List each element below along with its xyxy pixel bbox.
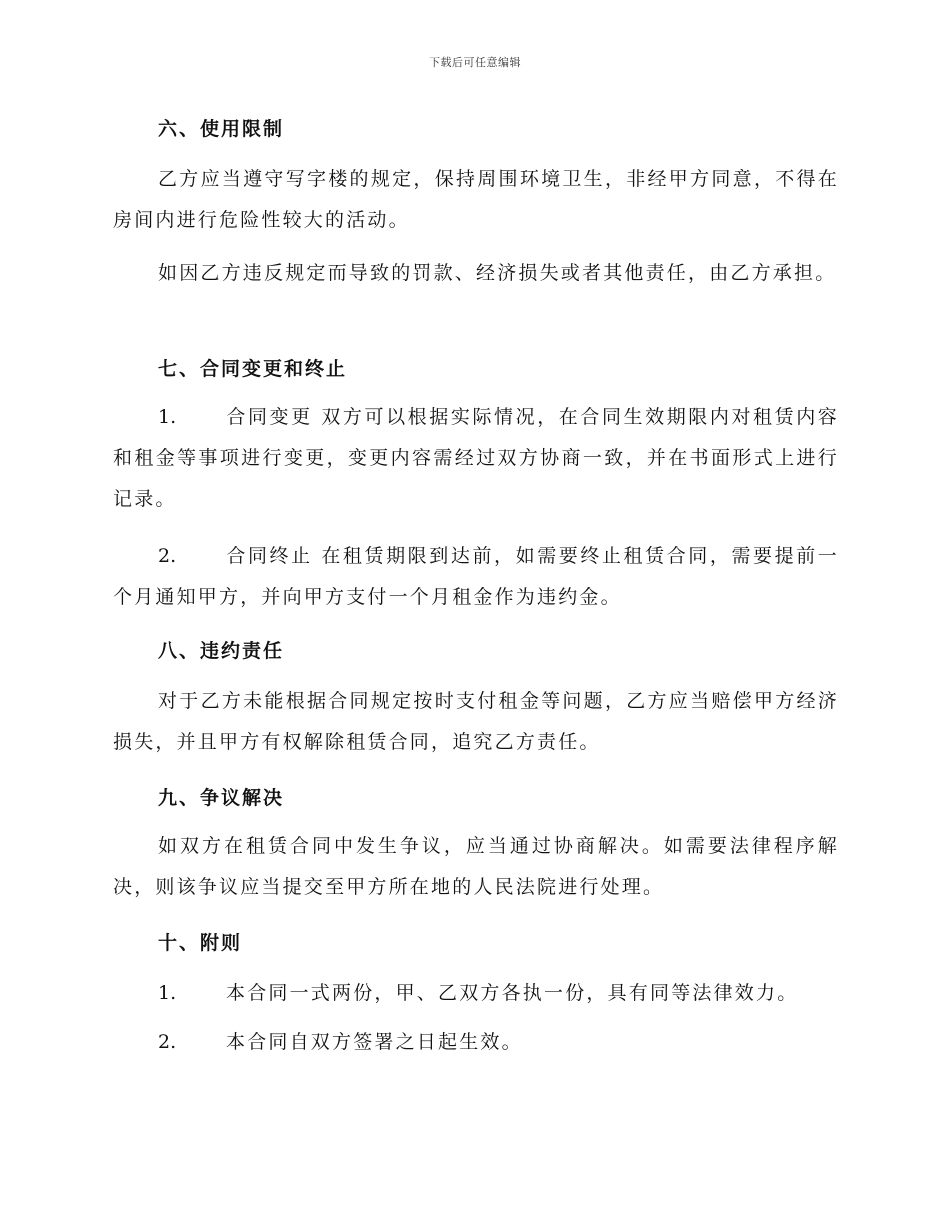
section-7-item-1 <box>113 397 839 520</box>
section-8-title: 八、违约责任 <box>158 640 285 662</box>
section-10-title: 十、附则 <box>158 932 243 954</box>
section-7-item-2 <box>113 536 839 618</box>
section-9-title: 九、争议解决 <box>158 787 285 809</box>
item-number: 2. <box>158 545 177 567</box>
section-8-paragraph-1: 对于乙方未能根据合同规定按时支付租金等问题，乙方应当赔偿甲方经济损失，并且甲方有权解除租赁合同，追究乙方责任。 <box>113 690 839 753</box>
section-6-paragraph-2: 如因乙方违反规定而导致的罚款、经济损失或者其他责任，由乙方承担。 <box>158 262 837 284</box>
section-6-title: 六、使用限制 <box>158 118 285 140</box>
item-text: 合同终止 在租赁期限到达前，如需要终止租赁合同，需要提前一个月通知甲方，并向甲方支付一个月租金作为违约金。 <box>113 545 839 608</box>
item-number: 1. <box>158 982 177 1004</box>
page-header: 下载后可任意编辑 <box>429 56 521 69</box>
item-number: 1. <box>158 406 177 428</box>
item-text: 本合同一式两份，甲、乙双方各执一份，具有同等法律效力。 <box>226 982 799 1004</box>
item-number: 2. <box>158 1031 177 1053</box>
section-7-title: 七、合同变更和终止 <box>158 358 348 380</box>
section-10-item-1 <box>113 973 839 1014</box>
item-text: 本合同自双方签署之日起生效。 <box>226 1031 523 1053</box>
section-6-paragraph-1: 乙方应当遵守写字楼的规定，保持周围环境卫生，非经甲方同意，不得在房间内进行危险性较大的活动。 <box>113 168 839 231</box>
section-10-item-2 <box>113 1022 839 1063</box>
item-text: 合同变更 双方可以根据实际情况，在合同生效期限内对租赁内容和租金等事项进行变更，变更内容需经过双方协商一致，并在书面形式上进行记录。 <box>113 406 839 510</box>
section-9-paragraph-1: 如双方在租赁合同中发生争议，应当通过协商解决。如需要法律程序解决，则该争议应当提交至甲方所在地的人民法院进行处理。 <box>113 835 839 898</box>
